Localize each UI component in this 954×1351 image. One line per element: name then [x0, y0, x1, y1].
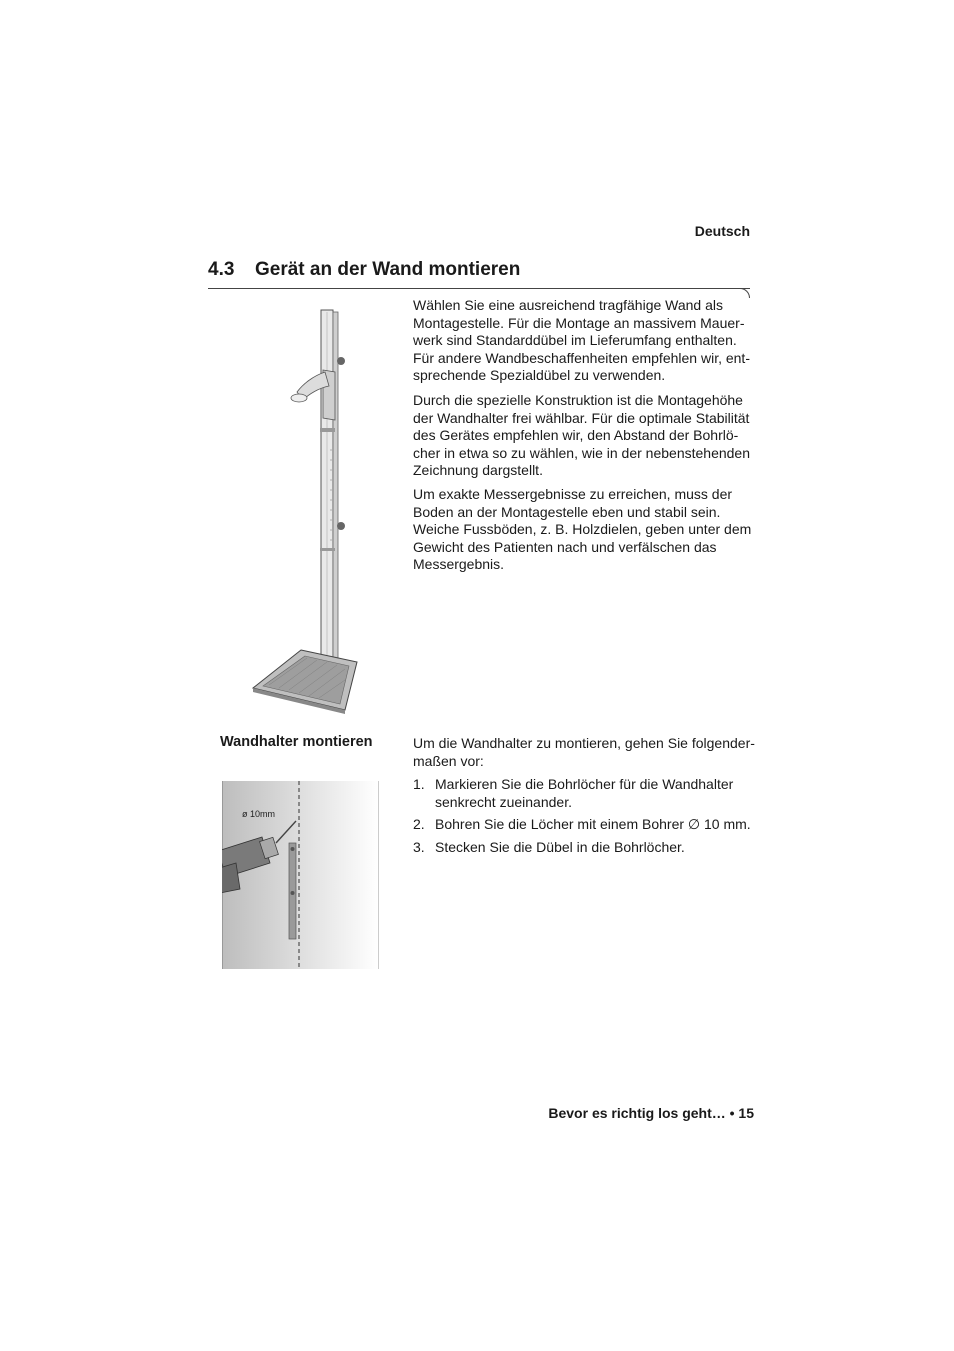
- list-item: 1. Markieren Sie die Bohrlöcher für die Wandhalter senkrecht zueinander.: [413, 776, 734, 810]
- subsection-intro: Um die Wandhalter zu montieren, gehen Sie folgender-maßen vor:: [413, 735, 755, 769]
- heading-rule: [208, 288, 750, 289]
- drilling-illustration: [222, 781, 382, 969]
- list-item: 2. Bohren Sie die Löcher mit einem Bohrer ∅ 10 mm.: [413, 816, 751, 833]
- paragraph-wall-choice: Wählen Sie eine ausreichend tragfähige Wand als Montagestelle. Für die Montage an massivem Mauer-werk sind Standarddübel im Lieferumfang enthalten. Für andere Wandbeschaffenheiten empfehlen wir, ent-sprechende Spezialdübel zu verwenden.: [413, 297, 750, 384]
- steps-list: [413, 776, 758, 861]
- list-item: 3. Stecken Sie die Dübel in die Bohrlöcher.: [413, 838, 685, 855]
- page-footer: Bevor es richtig los geht… • 15: [548, 1105, 754, 1121]
- paragraph-mount-height: Durch die spezielle Konstruktion ist die Montagehöhe der Wandhalter frei wählbar. Für die optimale Stabilität des Gerätes empfehlen wir, den Abstand der Bohrlö-cher in etwa so zu wählen, wie in der nebenstehenden Zeichnung dargstellt.: [413, 392, 750, 479]
- drill-diameter-label: ø 10mm: [242, 809, 276, 819]
- section-title: Gerät an der Wand montieren: [255, 259, 521, 280]
- subsection-title: Wandhalter montieren: [220, 734, 373, 750]
- paragraph-floor: Um exakte Messergebnisse zu erreichen, muss der Boden an der Montagestelle eben und stabil sein. Weiche Fussböden, z. B. Holzdielen, geben unter dem Gewicht des Patienten nach und verfälschen das Messergebnis.: [413, 486, 752, 573]
- section-number: 4.3: [208, 259, 235, 280]
- measuring-device-illustration: [245, 300, 365, 720]
- language-label: Deutsch: [694, 223, 750, 239]
